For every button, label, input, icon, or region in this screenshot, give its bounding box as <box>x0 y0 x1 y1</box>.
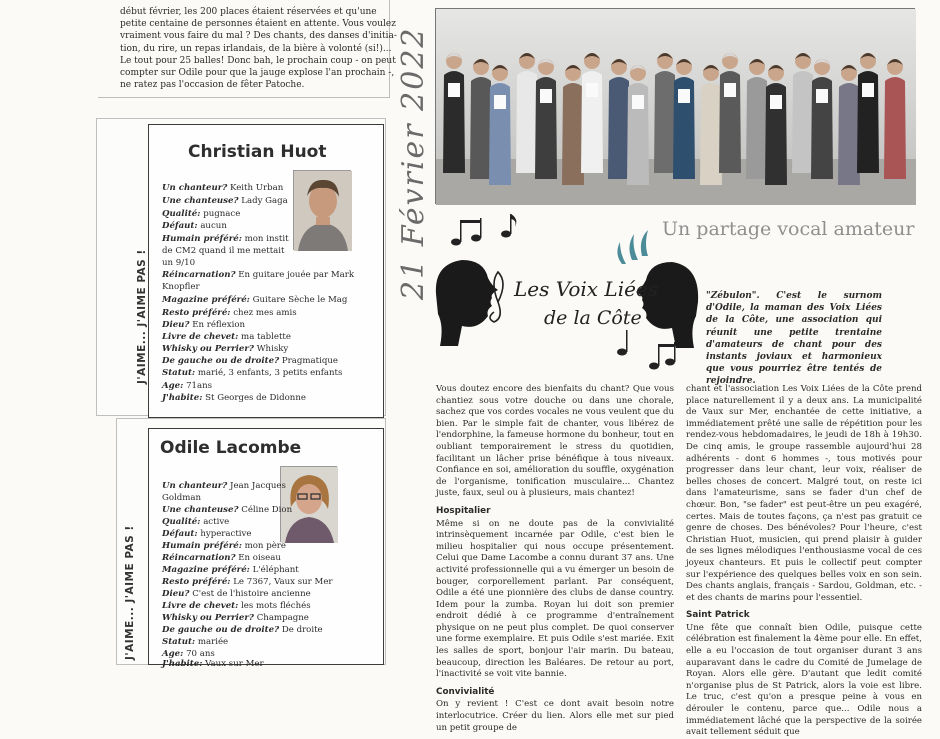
profile-field: Livre de chevet: ma tablette <box>162 332 291 342</box>
profile-field: J'habite: Vaux sur Mer <box>162 659 264 669</box>
clip-line: Le tout pour 25 balles! Donc bah, le prochain coup - on peut <box>120 55 396 66</box>
paragraph: chant et l'association Les Voix Liées de la Côte prend place naturellement il y a deux ans. La municipalité de Vaux sur Mer, enchantée de cette initiative, a immédiatement prêté une salle de répétition pour les rendez-vous hebdomadaires, le jeudi de 18h à 19h30. De cinq amis, le groupe rassemble aujourd'hui 28 adhérents - dont 6 hommes -, tous motivés pour progresser dans leur chant, leur voix, réaliser de belles choses de concert. Malgré tout, on reste ici dans l'amateurisme, sans se fader d'un chef de chœur. Bon, "se fader" est peut-être un peu exagéré, certes. Mais de toutes façons, ça n'est pas gratuit ce genre de choses. Des bénévoles? Pour l'heure, c'est Christian Huot, musicien, qui prend plaisir à guider de ses lignes mélodiques l'enthousiasme vocal de ces joyeux chanteurs. Et puis le collectif peut compter sur l'expérience des quelques belles voix en son sein. Des chants anglais, français - Sardou, Goldman, etc. - et des chants de marins pour l'essentiel. <box>686 384 922 603</box>
profile-field: Une chanteuse? Céline Dion <box>162 505 293 515</box>
profile-field: Dieu? En réflexion <box>162 320 246 330</box>
profile-field: Magazine préféré: Guitare Sèche le Mag <box>162 295 348 305</box>
profile-field: De gauche ou de droite? De droite <box>162 625 323 635</box>
portrait-photo-christian <box>293 170 351 250</box>
profile-field: Age: 71ans <box>162 381 213 391</box>
profile-field: Knopfler <box>162 282 200 292</box>
section-heading: Saint Patrick <box>686 610 750 621</box>
profile-field: Humain préféré: mon instit <box>162 234 289 244</box>
profile-field: un 9/10 <box>162 258 196 268</box>
profile-field: Goldman <box>162 493 202 503</box>
profile-field: Livre de chevet: les mots fléchés <box>162 601 311 611</box>
profile-field: Resto préféré: Le 7367, Vaux sur Mer <box>162 577 333 587</box>
clip-line: ne ratez pas l'occasion de fêter Patoche. <box>120 80 305 91</box>
choir-member <box>792 71 814 173</box>
logo-subtitle: de la Côte <box>544 307 642 329</box>
choir-member <box>608 77 630 179</box>
choir-member <box>884 77 906 179</box>
profile-field: Une chanteuse? Lady Gaga <box>162 196 288 206</box>
article-subtitle: Un partage vocal amateur <box>662 218 915 240</box>
choir-member <box>654 71 676 173</box>
choir-group-photo <box>435 8 915 204</box>
clip-line: début février, les 200 places étaient réservées et qu'une <box>120 7 377 17</box>
profile-field: Whisky ou Perrier? Whisky <box>162 344 289 354</box>
profile-field: Réincarnation? En oiseau <box>162 553 281 563</box>
article-column-1 <box>436 384 674 733</box>
clip-line: tion, du rire, un repas irlandais, de la bière à volonté (si!)... <box>120 43 392 54</box>
paragraph: On y revient ! C'est ce dont avait besoin notre interlocutrice. Créer du lien. Alors elle met sur pied un petit groupe de <box>436 699 674 733</box>
profile-side-label: J'AIME... J'AIME PAS ! <box>124 525 136 660</box>
clip-line: compter sur Odile pour que la jauge explose l'an prochain -, <box>120 68 395 79</box>
profile-field: Qualité: active <box>162 517 230 527</box>
profile-field: Statut: marié, 3 enfants, 3 petits enfants <box>162 368 343 378</box>
section-heading: Hospitalier <box>436 505 491 516</box>
choir-member <box>562 83 584 185</box>
profile-field: Qualité: pugnace <box>162 209 241 219</box>
profile-field: De gauche ou de droite? Pragmatique <box>162 356 338 366</box>
profile-field: Resto préféré: chez mes amis <box>162 308 297 318</box>
article-column-2 <box>686 384 922 738</box>
paragraph: Même si on ne doute pas de la convivialité intrinsèquement incarnée par Odile, c'est bien le milieu hospitalier qui nous occupe présentement. Celui que Dame Lacombe a connu durant 37 ans. Une activité professionnelle qui a vu émerger un besoin de bouger, corporellement parlant. Par conséquent, Odile a été une pionnière des clubs de danse country. Idem pour la zumba. Royan lui doit son premier endroit dédié à ce programme d'entraînement physique on ne peut plus complet. De quoi conserver une forme exemplaire. Et puis Odile s'est mariée. Exit les salles de sport, bonjour l'air marin. Du bateau, beaucoup, direction les Baléares. De retour au port, l'inactivité se voit vite bannie. <box>436 518 674 680</box>
profile-name: Odile Lacombe <box>160 438 302 458</box>
choir-member <box>838 83 860 185</box>
profile-field: Magazine préféré: L'éléphant <box>162 565 299 575</box>
handwritten-date: 21 Février 2022 <box>396 26 431 300</box>
paragraph: Une fête que connaît bien Odile, puisque cette célébration est finalement la 4ème pour elle. En effet, elle a eu l'occasion de tout organiser durant 3 ans auparavant dans le cadre du Comité de Jumelage de Royan. Alors elle gère. D'autant que ledit comité n'organise plus de St Patrick, alors la voie est libre. Le truc, c'est qu'on a presque peine à vous en dérouler le contenu, parce que... Odile nous a immédiatement lâché que la perspective de la soirée avait tellement séduit que <box>686 622 922 738</box>
paragraph: Vous doutez encore des bienfaits du chant? Que vous chantiez sous votre douche ou dans une chorale, sachez que vos cordes vocales ne vous veulent que du bien. Par le simple fait de chanter, vous libérez de l'endorphine, la fameuse hormone du bonheur, tout en oubliant temporairement le stress du quotidien, facilitant un lâcher prise bénéfique à tous niveaux. Confiance en soi, amélioration du souffle, oxygénation de l'organisme, tonification musculaire... Chantez juste, faux, seul ou à plusieurs, mais chantez! <box>436 384 674 499</box>
section-heading: Convivialité <box>436 686 495 697</box>
profile-field: Défaut: aucun <box>162 221 227 231</box>
profile-field: Réincarnation? En guitare jouée par Mark <box>162 270 355 280</box>
profile-side-label: J'AIME... J'AIME PAS ! <box>136 249 148 384</box>
profile-field: Age: 70 ans <box>162 649 215 659</box>
clip-line: petite centaine de personnes étaient en attente. Vous voulez <box>120 19 396 30</box>
previous-article-clip <box>98 0 397 98</box>
profile-field: Humain préféré: mon père <box>162 541 286 551</box>
profile-field: Dieu? C'est de l'histoire ancienne <box>162 589 311 599</box>
profile-field: de CM2 quand il me mettait <box>162 246 285 256</box>
profile-name: Christian Huot <box>188 142 327 162</box>
profile-field: Un chanteur? Keith Urban <box>162 183 284 193</box>
profile-field: Statut: mariée <box>162 637 229 647</box>
profile-field: Défaut: hyperactive <box>162 529 252 539</box>
choir-member <box>516 71 538 173</box>
choir-member <box>470 77 492 179</box>
profile-field: Un chanteur? Jean Jacques <box>162 481 286 491</box>
clip-line: vraiment vous faire du mal ? Des chants, des danses d'initia- <box>120 31 397 42</box>
choir-member <box>746 77 768 179</box>
choir-member <box>700 83 722 185</box>
profile-field: Whisky ou Perrier? Champagne <box>162 613 309 623</box>
profile-field: J'habite: St Georges de Didonne <box>162 393 306 403</box>
logo-title: Les Voix Liées <box>514 277 659 301</box>
article-intro: "Zébulon". C'est le surnom d'Odile, la maman des Voix Liées de la Côte, une association qui réunit une petite trentaine d'amateurs de chant pour des instants joviaux et harmonieux que vous pourriez être tentés de rejoindre. <box>706 291 882 387</box>
choir-logo <box>432 206 702 378</box>
